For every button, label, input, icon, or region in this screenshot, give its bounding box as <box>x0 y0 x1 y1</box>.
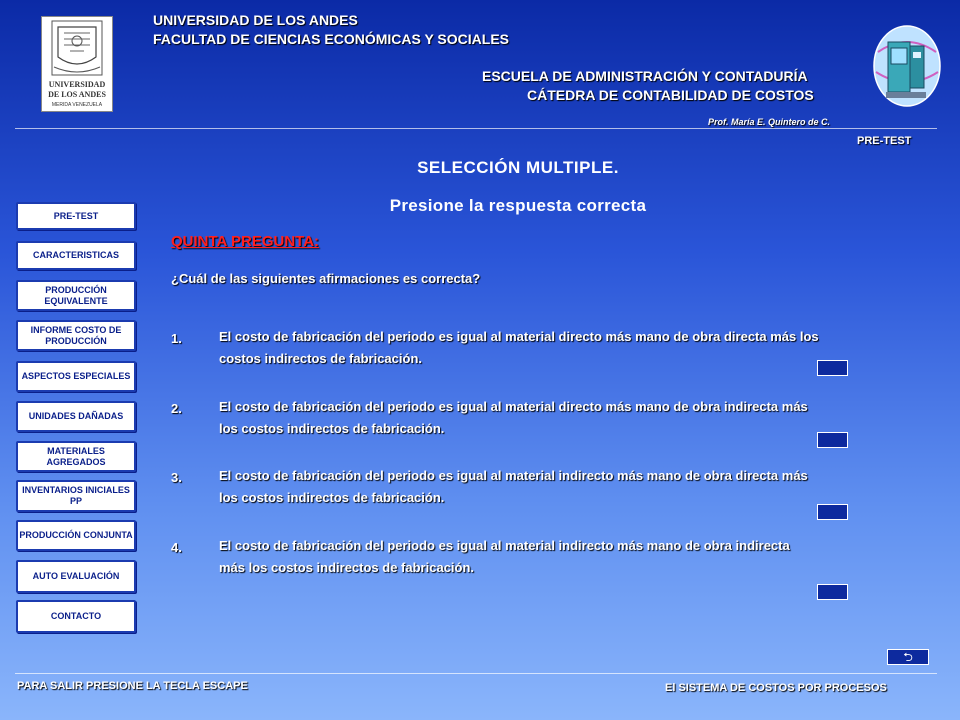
nav-produccion-equivalente[interactable]: PRODUCCIÓN EQUIVALENTE <box>16 280 136 311</box>
system-name: El SISTEMA DE COSTOS POR PROCESOS <box>665 682 887 694</box>
answer-2-button[interactable] <box>817 432 848 448</box>
logo-line-1: UNIVERSIDAD <box>48 80 106 89</box>
section-label: PRE-TEST <box>857 135 912 147</box>
question-label: QUINTA PREGUNTA: <box>171 233 320 250</box>
return-arrow-icon: ⮌ <box>903 650 913 664</box>
page-title: SELECCIÓN MULTIPLE. <box>417 158 619 177</box>
option-2-text: El costo de fabricación del periodo es igual al material directo más mano de obra indirecta más los costos indirectos de fabricación. <box>219 399 808 436</box>
nav-unidades-danadas[interactable]: UNIDADES DAÑADAS <box>16 401 136 432</box>
option-1-text: El costo de fabricación del periodo es igual al material directo más mano de obra directa más los costos indirectos de fabricación. <box>219 329 819 366</box>
nav-inventarios-iniciales[interactable]: INVENTARIOS INICIALES PP <box>16 480 136 512</box>
header-divider <box>15 128 937 129</box>
university-name: UNIVERSIDAD DE LOS ANDES <box>153 12 358 28</box>
nav-auto-evaluacion[interactable]: AUTO EVALUACIÓN <box>16 560 136 593</box>
professor-name: Prof. María E. Quintero de C. <box>708 117 831 127</box>
question-text: ¿Cuál de las siguientes afirmaciones es correcta? <box>171 271 481 286</box>
nav-caracteristicas[interactable]: CARACTERISTICAS <box>16 241 136 270</box>
option-4-text: El costo de fabricación del periodo es igual al material indirecto más mano de obra indirecta más los costos indirectos de fabricación. <box>219 538 790 575</box>
footer-divider <box>15 673 937 674</box>
option-2-number: 2. <box>171 401 182 416</box>
option-3-number: 3. <box>171 470 182 485</box>
nav-produccion-conjunta[interactable]: PRODUCCIÓN CONJUNTA <box>16 520 136 551</box>
logo-line-3: MERIDA VENEZUELA <box>51 102 103 108</box>
nav-materiales-agregados[interactable]: MATERIALES AGREGADOS <box>16 441 136 472</box>
return-button[interactable] <box>887 649 929 665</box>
chair-name: CÁTEDRA DE CONTABILIDAD DE COSTOS <box>527 87 814 103</box>
nav-aspectos-especiales[interactable]: ASPECTOS ESPECIALES <box>16 361 136 392</box>
answer-4-button[interactable] <box>817 584 848 600</box>
computer-globe-icon <box>872 22 942 110</box>
faculty-name: FACULTAD DE CIENCIAS ECONÓMICAS Y SOCIALES <box>153 31 509 47</box>
school-name: ESCUELA DE ADMINISTRACIÓN Y CONTADURÍA <box>482 68 808 84</box>
nav-contacto[interactable]: CONTACTO <box>16 600 136 633</box>
nav-pre-test[interactable]: PRE-TEST <box>16 202 136 230</box>
logo-line-2: DE LOS ANDES <box>48 90 106 99</box>
page-subtitle: Presione la respuesta correcta <box>389 196 647 215</box>
university-logo <box>41 16 113 112</box>
nav-informe-costo[interactable]: INFORME COSTO DE PRODUCCIÓN <box>16 320 136 351</box>
answer-3-button[interactable] <box>817 504 848 520</box>
answer-1-button[interactable] <box>817 360 848 376</box>
exit-instruction: PARA SALIR PRESIONE LA TECLA ESCAPE <box>17 680 248 692</box>
option-1-number: 1. <box>171 331 182 346</box>
option-3-text: El costo de fabricación del periodo es igual al material indirecto más mano de obra directa más los costos indirectos de fabricación. <box>219 468 808 505</box>
option-4-number: 4. <box>171 540 182 555</box>
